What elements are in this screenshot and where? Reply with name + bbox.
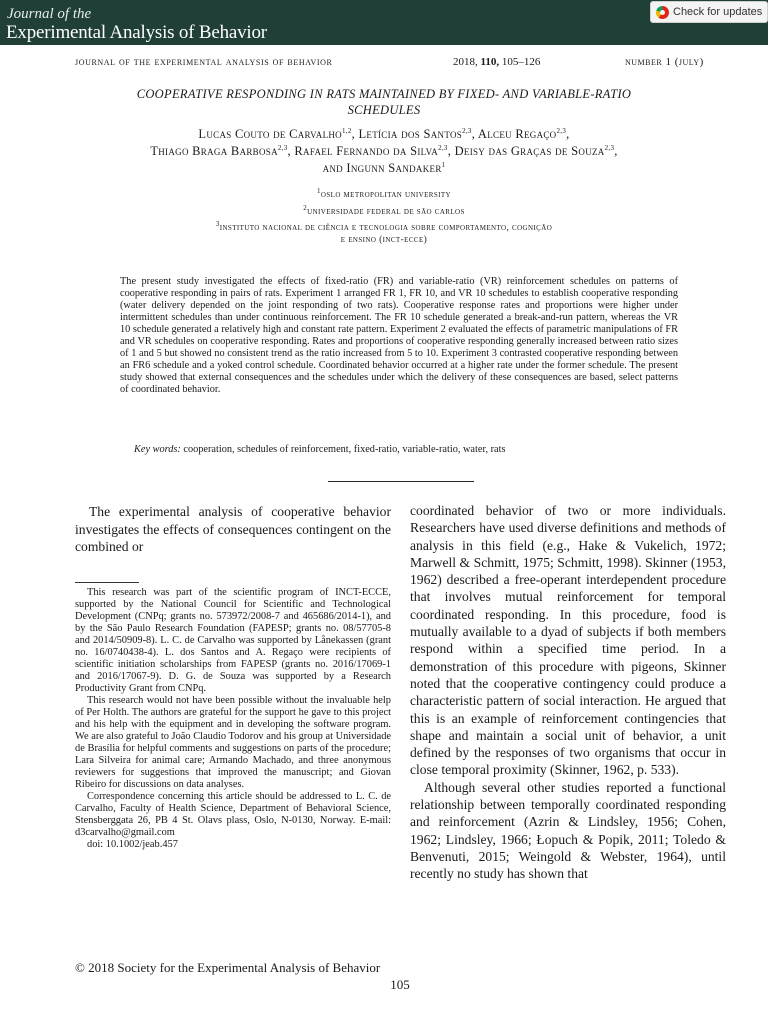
check-for-updates-button[interactable] bbox=[650, 1, 768, 23]
body-left-column: The experimental analysis of cooperative behavior investigates the effects of consequences contingent on the combined or bbox=[75, 504, 391, 554]
banner-journal-name: Experimental Analysis of Behavior bbox=[6, 22, 267, 43]
copyright: © 2018 Society for the Experimental Analysis of Behavior bbox=[75, 960, 381, 975]
page-number: 105 bbox=[390, 977, 410, 992]
affiliation-1: $^1$oslo metropolitan university bbox=[316, 186, 451, 200]
banner-journal-of-the: Journal of the bbox=[7, 6, 92, 22]
affiliation-3: $^3$instituto nacional de ciência e tecnologia sobre comportamento, cognição e ensino (inct-ecce) bbox=[215, 219, 553, 245]
author: Thiago Braga Barbosa bbox=[150, 144, 278, 158]
keywords: Key words: cooperation, schedules of reinforcement, fixed-ratio, variable-ratio, water, rats bbox=[134, 444, 506, 455]
article-title: COOPERATIVE RESPONDING IN RATS MAINTAINED BY FIXED- AND VARIABLE-RATIO SCHEDULES bbox=[136, 87, 632, 117]
body-right-column bbox=[410, 502, 726, 883]
author: Letícia dos Santos bbox=[358, 127, 463, 141]
running-head-citation: 2018, 110, 105–126 bbox=[453, 56, 541, 68]
section-divider bbox=[328, 481, 474, 482]
author: Rafael Fernando da Silva bbox=[294, 144, 439, 158]
author: Lucas Couto de Carvalho bbox=[198, 127, 342, 141]
footnote-funding: This research was part of the scientific program of INCT-ECCE, supported by the National Council for Scientific and Technological Development (CNPq; grants no. 573972/2008-7 and 465686/2014-1), and by the São Paulo Research Foundation (FAPESP; grants no. 08/57705-8 and 2014/50909-8). L. C. de Carvalho was supported by Lånekassen (grant no. 16/0740438-4). L. dos Santos and A. Regaço were recipients of scientific initiation scholarships from FAPESP (grants no. 2016/17069-1 and 2016/17067-9). D. G. de Souza was supported by a Research Productivity Grant from CNPq. bbox=[75, 587, 391, 694]
check-for-updates-label: Check for updates bbox=[673, 6, 763, 18]
crossmark-icon bbox=[656, 6, 669, 19]
body-paragraph: Although several other studies reported a functional relationship between temporally coordinated responding and reinforcement (Azrin & Lindsley, 1956; Cohen, 1962; Lindsley, 1966; Łopuch & Popik, 2011; Toledo & Benvenuti, 2015; Weingold & Webster, 1964), until recently no study has shown that bbox=[410, 779, 726, 882]
affiliation-2: $^2$universidade federal de são carlos bbox=[303, 203, 465, 217]
body-paragraph: coordinated behavior of two or more individuals. Researchers have used diverse definitions and methods of analysis in this field (e.g., Hake & Vukelich, 1972; Marwell & Schmitt, 1975; Schmitt, 1998). Skinner (1953, 1962) described a free-operant interdependent procedure that involves mutual reinforcement for temporal coordinated responding. In this procedure, food is mutually available to a dyad of subjects if both members respond within a specified time period. In a demonstration of this procedure with pigeons, Skinner noted that the cooperative contingency could produce a characteristic pattern of social interaction. He argued that this is an example of reinforcement contingencies that shape and maintain a social unit of behavior, a unit defined by the responses of two organisms that occur in close temporal proximity (Skinner, 1962, p. 533). bbox=[410, 503, 726, 778]
doi: doi: 10.1002/jeab.457 bbox=[87, 839, 178, 850]
footnote-divider bbox=[75, 582, 139, 583]
footnote-acknowledgments: This research would not have been possible without the invaluable help of Per Holth. The authors are grateful for the support he gave to this project and his help with the equipment and in developing the software program. We are also grateful to João Claudio Todorov and his group at Universidade de Brasília for helpful comments and suggestions on parts of the procedure; Lara Silveira for animal care; Armando Machado, and three anonymous reviewers for suggestions that improved the manuscript; and Giovan Ribeiro for discussions on data analyses. bbox=[75, 695, 391, 790]
author: Alceu Regaço bbox=[477, 127, 557, 141]
running-head-number: number 1 (july) bbox=[625, 56, 704, 68]
footnotes bbox=[75, 587, 391, 851]
author: Deisy das Graças de Souza bbox=[454, 144, 605, 158]
author: and Ingunn Sandaker bbox=[322, 161, 442, 175]
running-head-journal: journal of the experimental analysis of behavior bbox=[75, 56, 333, 68]
author-list: Lucas Couto de Carvalho$^{1,2}$, Letícia dos Santos$^{2,3}$, Alceu Regaço$^{2,3}$, Thiago Braga Barbosa$^{2,3}$, Rafael Fernando da Silva$^{2,3}$, Deisy das Graças de Souza$^{2,3}$, and Ingunn Sandaker$^1$ bbox=[150, 126, 618, 175]
footnote-correspondence: Correspondence concerning this article should be addressed to L. C. de Carvalho, Faculty of Health Science, Department of Behavioral Science, Stensberggata 26, PB 4 St. Olavs plass, Oslo, N-0130, Norway. E-mail: d3carvalho@gmail.com bbox=[75, 791, 391, 838]
abstract: The present study investigated the effects of fixed-ratio (FR) and variable-ratio (VR) reinforcement schedules on patterns of cooperative responding in pairs of rats. Experiment 1 arranged FR 1, FR 10, and VR 10 schedules to establish cooperative responding (water delivery depended on the joint responding of two rats). Cooperative response rates and proportions were higher under intermittent schedules than under continuous reinforcement. The FR 10 schedule generated a break-and-run pattern, whereas the VR 10 schedule generated a relatively high and constant rate pattern. Experiment 2 evaluated the effects of parametric manipulations of FR and VR schedules on cooperative responding. Rates and proportions of cooperative responding generally increased between ratio sizes of 1 and 5 but showed no consistent trend as the ratio increased from 5 to 10. Experiment 3 contrasted cooperative responding between an FR6 schedule and a yoked control schedule. Coordinated behavior occurred at a higher rate under the former schedule. The present study showed that external consequences and the schedules under which the delivery of these consequences are based, select patterns of coordinated behavior. bbox=[120, 276, 678, 395]
